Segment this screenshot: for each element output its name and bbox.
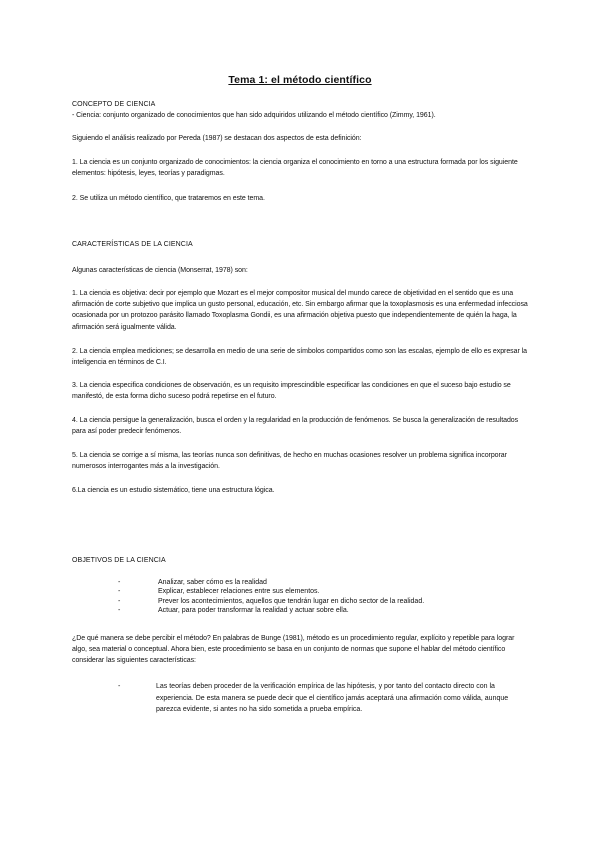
method-sub-bullet <box>72 681 528 716</box>
characteristic-item-4: 4. La ciencia persigue la generalización, busca el orden y la regularidad en la producción de fenómenos. Se busca la generalización de resultados para así poder predecir fenómenos. <box>72 417 519 436</box>
list-item <box>72 578 528 587</box>
bullet-dash: - <box>118 588 121 596</box>
objective-text: Analizar, saber cómo es la realidad <box>158 579 267 586</box>
bullet-dash: - <box>118 597 121 605</box>
sub-bullet-text: Las teorías deben proceder de la verificación empírica de las hipótesis, y por tanto del contacto directo con la experiencia. De esta manera se puede decir que el científico jamás aceptará una afirmación como válida, aunque parezca evidente, si antes no ha sido sometida a prueba empírica. <box>156 683 509 713</box>
section-heading-concepto: CONCEPTO DE CIENCIA <box>72 101 156 108</box>
characteristic-item-2: 2. La ciencia emplea mediciones; se desarrolla en medio de una serie de símbolos compartidos como son las escalas, ejemplo de ello es expresar la inteligencia en términos de C.I. <box>72 348 527 367</box>
analysis-intro: Siguiendo el análisis realizado por Pereda (1987) se destacan dos aspectos de esta definición: <box>72 135 362 142</box>
aspect-paragraph-1: 1. La ciencia es un conjunto organizado de conocimientos: la ciencia organiza el conocimiento en torno a una estructura formada por los siguiente elementos: hipótesis, leyes, teorías y paradigmas. <box>72 159 518 178</box>
objective-text: Explicar, establecer relaciones entre sus elementos. <box>158 588 320 596</box>
aspect-paragraph-2: 2. Se utiliza un método científico, que trataremos en este tema. <box>72 195 265 202</box>
characteristic-item-6: 6.La ciencia es un estudio sistemático, tiene una estructura lógica. <box>72 487 275 494</box>
characteristic-item-3: 3. La ciencia especifica condiciones de observación, es un requisito imprescindible especificar las condiciones en que el suceso bajo estudio se manifestó, de esta forma dicho suceso podrá repetirse en el futuro. <box>72 382 511 401</box>
bullet-dash: - <box>118 683 121 690</box>
list-item <box>72 597 528 606</box>
objectives-list <box>72 578 528 615</box>
list-item <box>72 606 528 615</box>
section-heading-caracteristicas: CARACTERÍSTICAS DE LA CIENCIA <box>72 241 193 248</box>
bullet-dash: - <box>118 606 121 614</box>
objective-text: Prever los acontecimientos, aquellos que tendrán lugar en dicho sector de la realidad. <box>158 597 425 605</box>
characteristic-item-1: 1. La ciencia es objetiva: decir por ejemplo que Mozart es el mejor compositor musical del mundo carece de objetividad en el sentido que es una afirmación de corte subjetivo que implica un gusto personal, educación, etc. Sin embargo afirmar que la toxoplasmosis es una enfermedad infecciosa ocasionada por un protozoo parásito llamado Toxoplasma Gondii, es una afirmación objetiva puesto que independientemente de quién la haga, la afirmación será igualmente válida. <box>72 290 528 331</box>
bullet-dash: - <box>118 579 121 586</box>
list-item <box>72 587 528 596</box>
definition-line: - Ciencia: conjunto organizado de conocimientos que han sido adquiridos utilizando el método científico (Zimmy, 1961). <box>72 112 436 119</box>
objective-text: Actuar, para poder transformar la realidad y actuar sobre ella. <box>158 606 349 614</box>
characteristics-intro: Algunas características de ciencia (Monserrat, 1978) son: <box>72 267 248 274</box>
characteristic-item-5: 5. La ciencia se corrige a sí misma, las teorías nunca son definitivas, de hecho en muchas ocasiones resolver un problema significa incorporar numerosos interrogantes más a la investigación. <box>72 452 507 471</box>
section-heading-objetivos: OBJETIVOS DE LA CIENCIA <box>72 557 166 564</box>
method-paragraph: ¿De qué manera se debe percibir el método? En palabras de Bunge (1981), método es un procedimiento regular, explícito y repetible para lograr algo, sea material o conceptual. Ahora bien, este procedimiento se basa en un conjunto de normas que supone el hablar del método científico considerar las siguientes características: <box>72 635 515 665</box>
document-title: Tema 1: el método científico <box>228 74 372 86</box>
